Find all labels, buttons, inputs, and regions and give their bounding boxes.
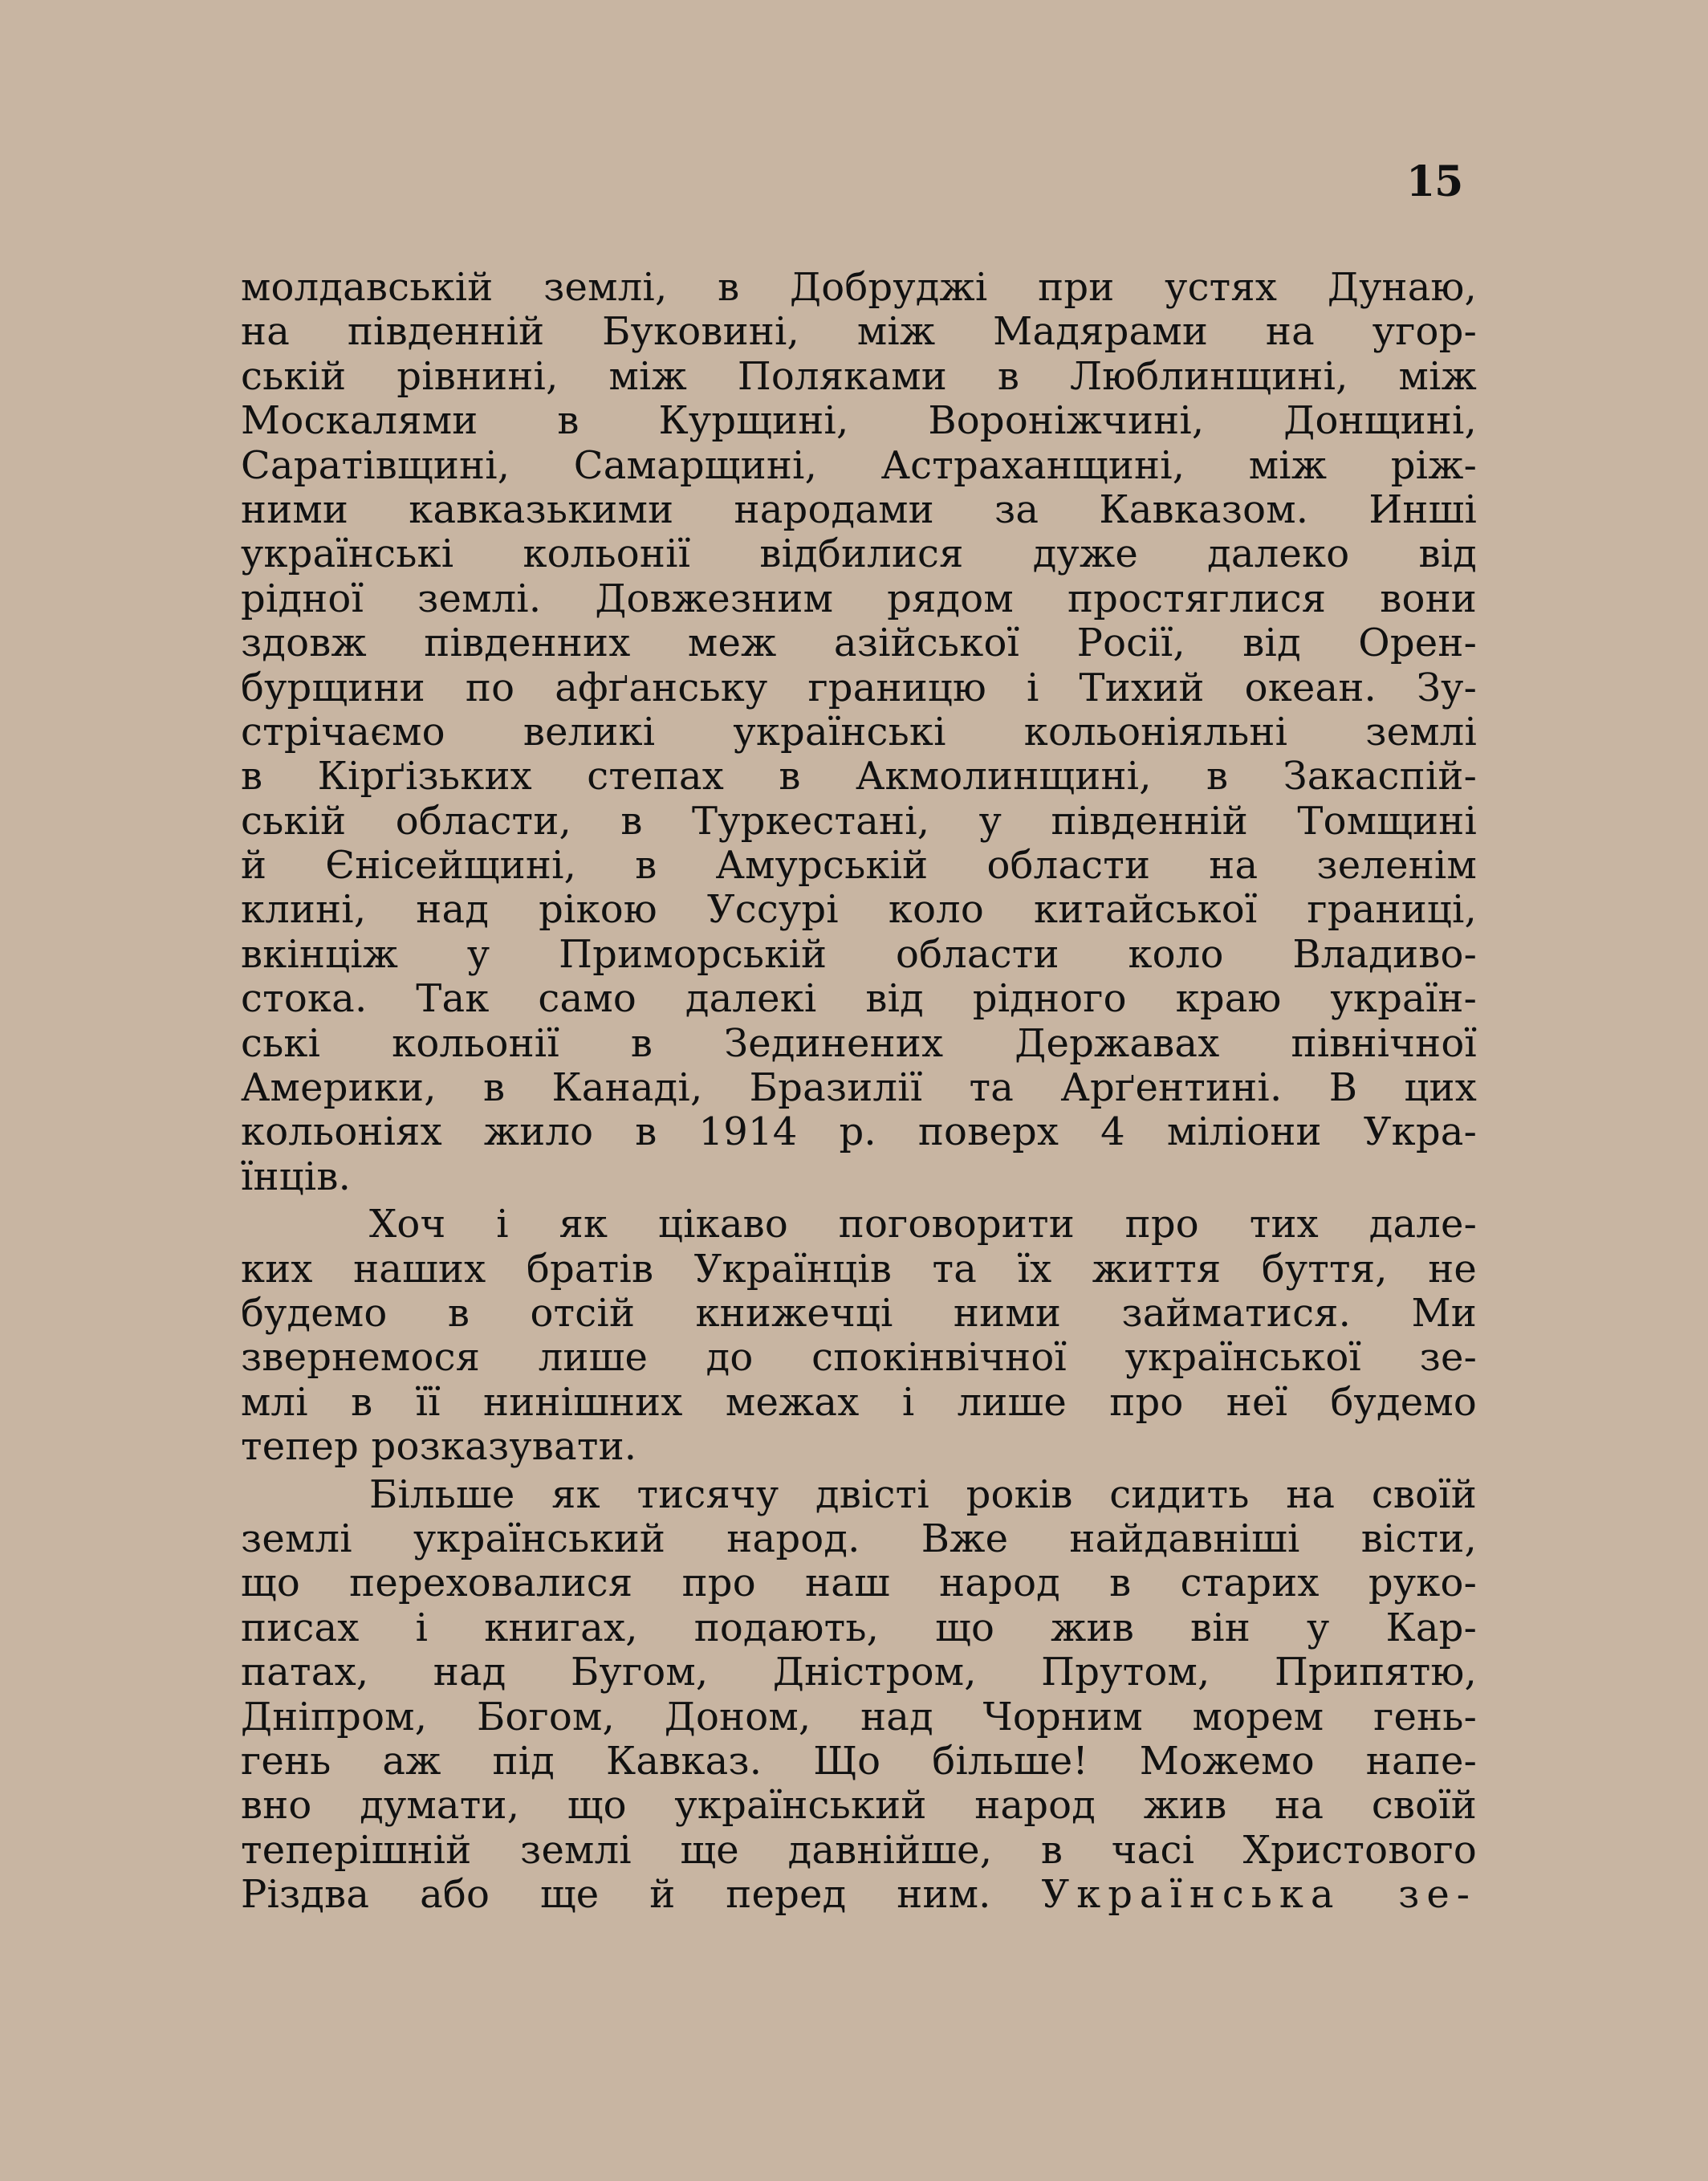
paragraph [241,266,1477,1199]
text-line: Москалями в Курщині, Вороніжчині, Донщині, [241,399,1477,444]
text-line: що переховалися про наш народ в старих руко- [241,1561,1477,1606]
text-line: молдавській землі, в Добруджі при устях Дунаю, [241,266,1477,310]
text-line: ській рівнині, між Поляками в Люблинщині, між [241,354,1477,399]
page-number: 15 [1406,157,1463,206]
text-line: кольоніях жило в 1914 р. поверх 4 міліони Укра- [241,1110,1477,1155]
text-line: ких наших братів Українців та їх життя буття, не [241,1247,1477,1292]
text-line: млі в її нинішних межах і лише про неї будемо [241,1380,1477,1425]
text-line: стрічаємо великі українські кольоніяльні землі [241,710,1477,755]
text-line: Дніпром, Богом, Доном, над Чорним морем гень- [241,1695,1477,1740]
text-line: будемо в отсій книжечці ними займатися. Ми [241,1291,1477,1336]
text-line: Саратівщині, Самарщині, Астраханщині, між ріж- [241,443,1477,488]
text-line: стока. Так само далекі від рідного краю україн- [241,977,1477,1022]
text-line: Більше як тисячу двісті років сидить на своїй [369,1472,1477,1517]
text-line: Америки, в Канаді, Бразилії та Арґентині. В цих [241,1066,1477,1111]
document-body [241,266,1477,1917]
paragraph [241,1202,1477,1469]
spaced-emphasis-text: Українська зе- [1041,1873,1477,1918]
text-line: Хоч і як цікаво поговорити про тих дале- [369,1202,1477,1247]
text-line: ські кольонії в Зединених Державах північної [241,1021,1477,1066]
text-line: рідної землі. Довжезним рядом простяглися вони [241,576,1477,621]
final-text-line [241,1873,1477,1917]
text-line: в Кірґізьких степах в Акмолинщині, в Закаспій- [241,755,1477,800]
text-line: теперішній землі ще давнійше, в часі Христового [241,1828,1477,1873]
text-line: ській области, в Туркестані, у південній Томщині [241,799,1477,844]
text-line: клині, над рікою Уссурі коло китайської границі, [241,888,1477,933]
text-line: писах і книгах, подають, що жив він у Кар- [241,1605,1477,1650]
text-line: гень аж під Кавказ. Що більше! Можемо напе- [241,1739,1477,1784]
text-line: вкінціж у Приморській области коло Владиво- [241,932,1477,977]
text-line: й Єнісейщині, в Амурській области на зеленім [241,844,1477,889]
text-line: на південній Буковині, між Мадярами на угор- [241,310,1477,355]
text-line: ними кавказькими народами за Кавказом. Инші [241,487,1477,532]
text-line: землі український народ. Вже найдавніші вісти, [241,1516,1477,1561]
text-line: здовж південних меж азійської Росії, від Орен- [241,621,1477,666]
text-line: вно думати, що український народ жив на своїй [241,1784,1477,1829]
text-line: українські кольонії відбилися дуже далеко від [241,532,1477,577]
text-line: патах, над Бугом, Дністром, Прутом, Припятю, [241,1650,1477,1695]
text-line: тепер розказувати. [241,1425,637,1470]
paragraph [241,1473,1477,1918]
text-line: звернемося лише до спокінвічної української зе- [241,1336,1477,1381]
text-line: бурщини по афґанську границю і Тихий океан. Зу- [241,665,1477,710]
final-line-text: Різдва або ще й перед ним. [241,1873,991,1918]
text-line: їнців. [241,1154,352,1199]
